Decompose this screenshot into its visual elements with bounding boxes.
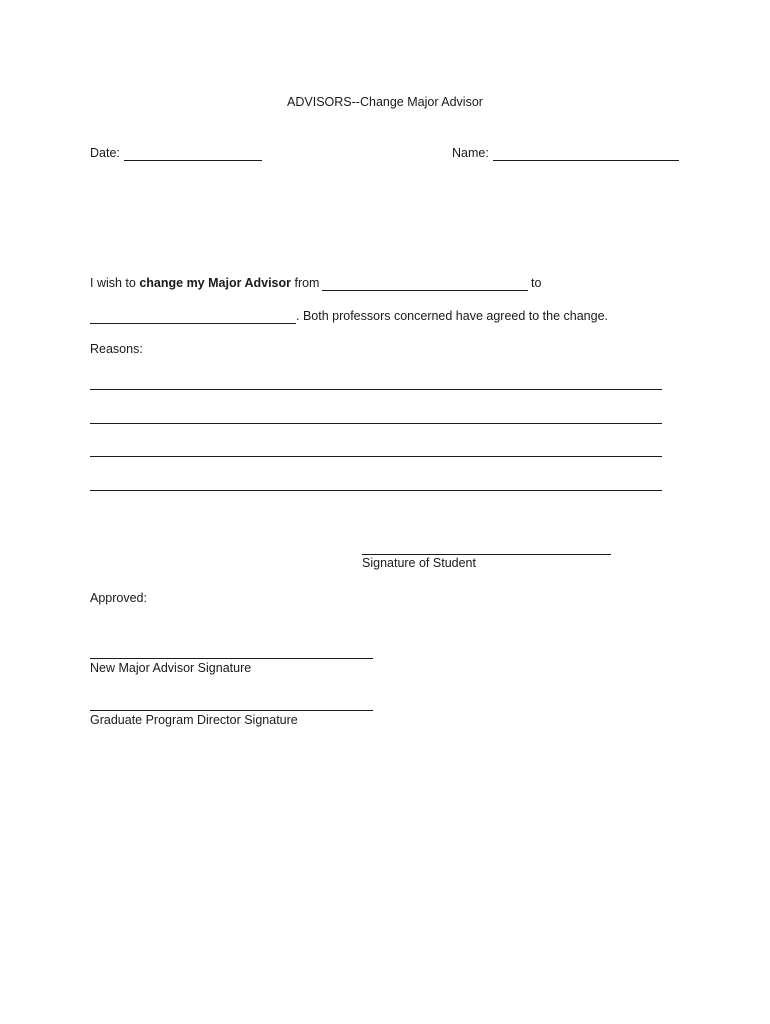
statement-line-1 xyxy=(90,276,319,290)
form-title: ADVISORS--Change Major Advisor xyxy=(287,95,483,109)
reason-line xyxy=(90,490,662,491)
approved-label: Approved: xyxy=(90,591,147,605)
name-label: Name: xyxy=(452,146,489,160)
statement-bold: change my Major Advisor xyxy=(139,276,291,290)
to-advisor-blank-line xyxy=(90,323,296,324)
reason-line xyxy=(90,456,662,457)
date-blank-line xyxy=(124,160,262,161)
new-advisor-signature-line xyxy=(90,658,373,659)
reason-line xyxy=(90,389,662,390)
new-advisor-signature-label: New Major Advisor Signature xyxy=(90,661,252,675)
statement-continuation: . Both professors concerned have agreed to the change. xyxy=(296,309,609,323)
reasons-label: Reasons: xyxy=(90,342,143,356)
director-signature-label: Graduate Program Director Signature xyxy=(90,713,298,727)
statement-from: from xyxy=(291,276,320,290)
from-advisor-blank-line xyxy=(322,290,528,291)
name-blank-line xyxy=(493,160,679,161)
date-label: Date: xyxy=(90,146,120,160)
statement-to: to xyxy=(531,276,542,290)
student-signature-line xyxy=(362,554,611,555)
statement-prefix: I wish to xyxy=(90,276,140,290)
reason-line xyxy=(90,423,662,424)
director-signature-line xyxy=(90,710,373,711)
student-signature-label: Signature of Student xyxy=(362,556,476,570)
